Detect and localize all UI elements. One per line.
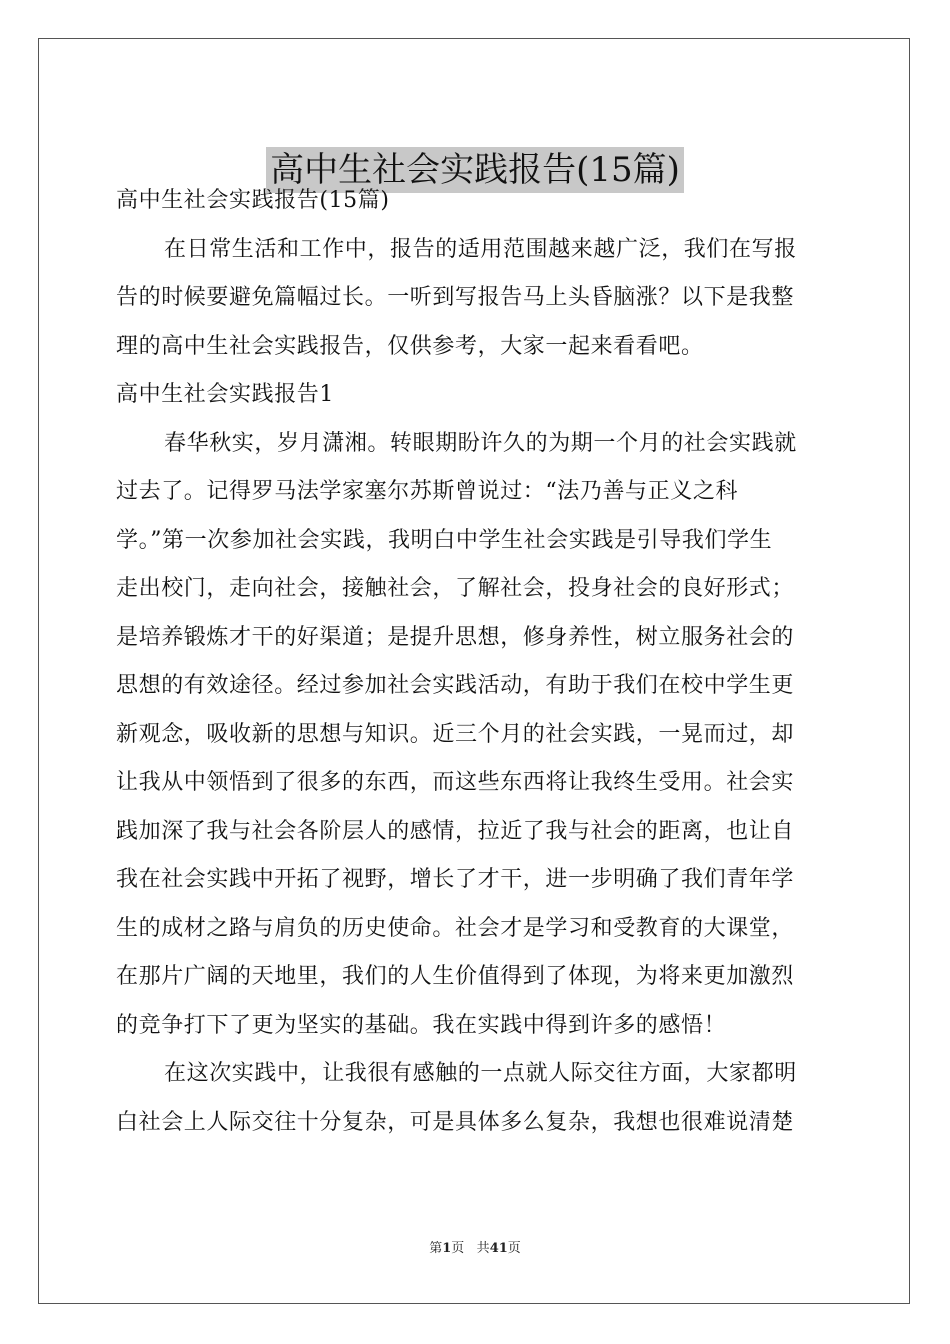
page-prefix: 第 — [429, 1241, 443, 1256]
text-line: 让我从中领悟到了很多的东西，而这些东西将让我终生受用。社会实 — [116, 770, 795, 795]
text-line: 在日常生活和工作中，报告的适用范围越来越广泛，我们在写报 — [164, 236, 797, 262]
text-line: 是培养锻炼才干的好渠道；是提升思想，修身养性，树立服务社会的 — [116, 624, 795, 650]
text-line: 高中生社会实践报告(15篇) — [116, 188, 390, 213]
text-line: 的竞争打下了更为坚实的基础。我在实践中得到许多的感悟！ — [116, 1012, 727, 1038]
text-line: 在这次实践中，让我很有感触的一点就人际交往方面，大家都明 — [164, 1061, 797, 1086]
total-prefix: 共 — [476, 1241, 490, 1256]
text-line: 生的成材之路与肩负的历史使命。社会才是学习和受教育的大课堂， — [116, 915, 795, 941]
text-line: 理的高中生社会实践报告，仅供参考，大家一起来看看吧。 — [116, 333, 704, 359]
document-body — [116, 177, 834, 1147]
text-line: 学。”第一次参加社会实践，我明白中学生社会实践是引导我们学生 — [116, 527, 773, 553]
text-line: 我在社会实践中开拓了视野，增长了才干，进一步明确了我们青年学 — [116, 867, 795, 892]
text-line: 思想的有效途径。经过参加社会实践活动，有助于我们在校中学生更 — [116, 673, 795, 698]
total-pages: 41 — [489, 1241, 508, 1256]
text-line: 白社会上人际交往十分复杂，可是具体多么复杂，我想也很难说清楚 — [116, 1109, 795, 1135]
page-number: 1 — [442, 1241, 452, 1256]
page-suffix: 页 — [451, 1241, 465, 1256]
total-suffix: 页 — [507, 1241, 521, 1256]
text-line: 走出校门，走向社会，接触社会，了解社会，投身社会的良好形式； — [116, 576, 795, 601]
text-line: 高中生社会实践报告1 — [116, 382, 334, 407]
text-line: 告的时候要避免篇幅过长。一听到写报告马上头昏脑涨？以下是我整 — [116, 285, 795, 310]
text-line: 新观念，吸收新的思想与知识。近三个月的社会实践，一晃而过，却 — [116, 721, 795, 747]
text-line: 过去了。记得罗马法学家塞尔苏斯曾说过：“法乃善与正义之科 — [116, 479, 739, 504]
text-line: 在那片广阔的天地里，我们的人生价值得到了体现，为将来更加激烈 — [116, 964, 795, 989]
text-line: 践加深了我与社会各阶层人的感情，拉近了我与社会的距离，也让自 — [116, 818, 795, 844]
text-line: 春华秋实，岁月潇湘。转眼期盼许久的为期一个月的社会实践就 — [164, 430, 797, 456]
document-title: 高中生社会实践报告(15篇) — [266, 147, 684, 193]
page-footer — [0, 1240, 950, 1258]
